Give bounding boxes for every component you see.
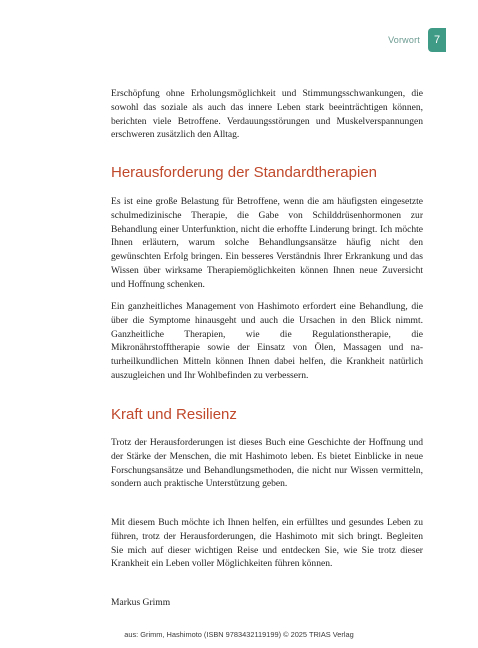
author-signature: Markus Grimm (111, 597, 171, 608)
standardtherapien-paragraph-1: Es ist eine große Belastung für Betroffene, wenn die am häufigsten eingesetzte schulmedizinische Therapie, die Gabe von Schilddrüsenhormonen zur Behandlung einer Unterfunktion, nicht die erhoffte Linderung bringt. Ich möchte Ihnen erläutern, warum solche Behandlungsansätze häufig nicht den gewünschten Erfolg bringen. Ein besseres Verständnis Ihrer Erkrankung und das Wissen über wirksame Therapiemöglichkeiten können Ihnen neue Zuversicht und Hoffnung schenken. (111, 196, 423, 290)
section-label: Vorwort (388, 35, 420, 45)
resilienz-paragraph-1: Trotz der Herausforderungen ist dieses Buch eine Geschichte der Hoffnung und der Stärke der Menschen, die mit Hashimoto leben. Es bietet Einblicke in neue Forschungsansätze und Behandlungsmethoden, die nicht nur Wissen vermitteln, sondern auch praktische Unterstützung geben. (111, 437, 423, 490)
resilienz-paragraph-2: Mit diesem Buch möchte ich Ihnen helfen, ein erfülltes und gesundes Leben zu führen, trotz der Herausforderungen, die Hashimoto mit sich bringt. Begleiten Sie mich auf dieser wichtigen Reise und entdecken Sie, wie Sie trotz dieser Krankheit ein Leben voller Möglichkeiten führen können. (111, 517, 423, 570)
section-heading-kraft-resilienz: Kraft und Resilienz (111, 406, 237, 423)
intro-paragraph: Erschöpfung ohne Erholungsmöglichkeit und Stimmungsschwankungen, die sowohl das soziale als auch das innere Leben stark beeinträchtigen können, berichten viele Betroffene. Verdauungsstörungen und Muskelverspannungen erschweren zusätzlich den Alltag. (111, 88, 423, 141)
section-heading-standardtherapien: Herausforderung der Standardtherapien (111, 164, 378, 181)
standardtherapien-paragraph-2: Ein ganzheitliches Management von Hashimoto erfordert eine Behandlung, die über die Symptome hinausgeht und auch die Ursachen in den Blick nimmt. Ganzheitliche Therapien, wie die Regulationstherapie, die Mikronährstofftherapie sowie der Einsatz von Ölen, Massagen und naturheilkundlichen Mitteln können Ihnen dabei helfen, die Krankheit natürlich auszugleichen und Ihr Wohlbefinden zu verbessern. (111, 301, 423, 381)
page-number-badge: 7 (428, 28, 446, 52)
source-footer: aus: Grimm, Hashimoto (ISBN 9783432119199) © 2025 TRIAS Verlag (124, 630, 354, 639)
